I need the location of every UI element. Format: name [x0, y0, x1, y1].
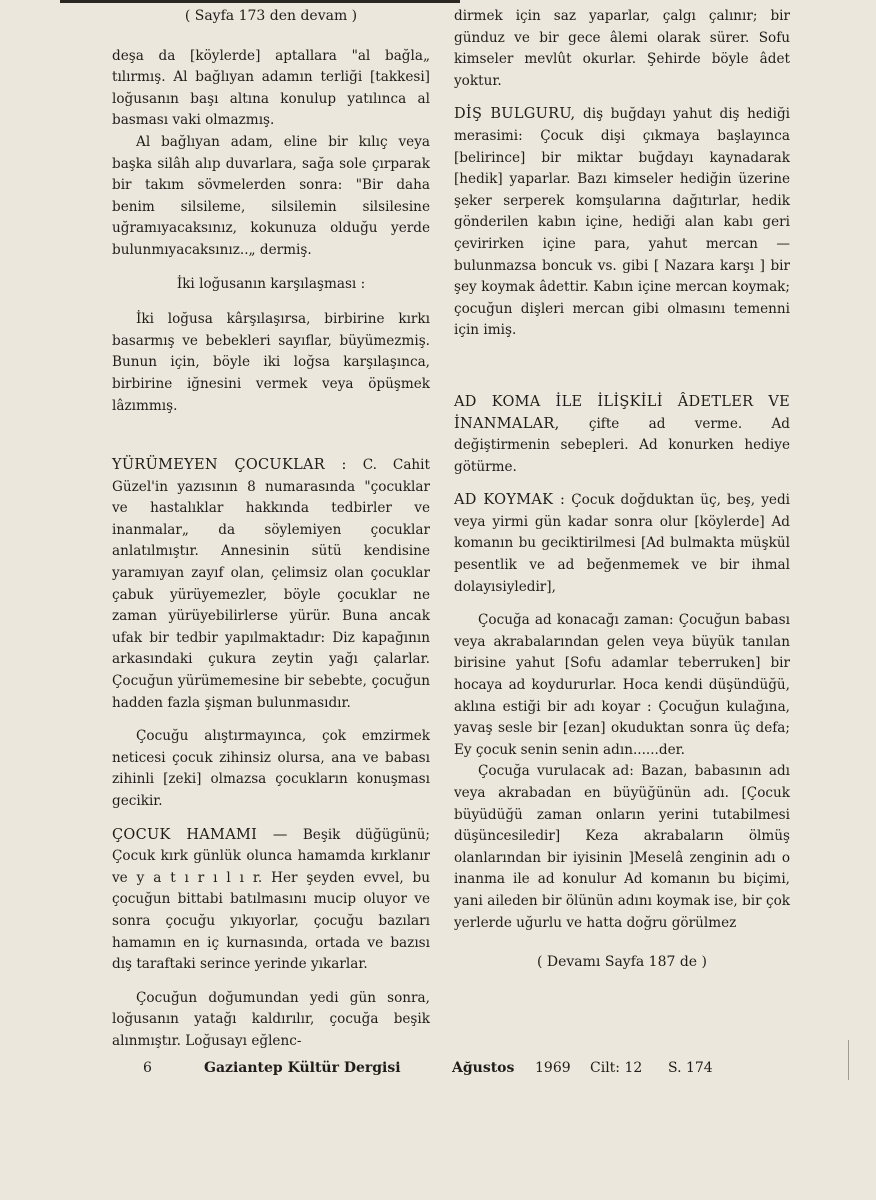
paragraph: İki loğusa kârşılaşırsa, birbirine kırkı basarmış ve bebekleri sayıflar, büyümezmiş. Bunun için, böyle iki loğsa karşılaşınca, birbirine iğnesini vermek veya öpüşmek lâzımmış.	[112, 311, 430, 414]
scan-artifact	[848, 1040, 849, 1080]
section-heading: YÜRÜMEYEN ÇOCUKLAR :	[112, 457, 347, 474]
issue-number: S. 174	[668, 1060, 713, 1076]
right-column	[454, 6, 790, 974]
section-heading: AD KOMA İLE İLİŞKİLİ ÂDETLER VE İNANMALAR,	[454, 393, 790, 432]
issue-month: Ağustos	[452, 1060, 515, 1076]
paragraph: deşa da [köylerde] aptallara "al bağla„ tılırmış. Al bağlıyan adamın terliği [takkesi] loğusanın başı altına konulup yatılınca al basması vaki olmazmış.	[112, 47, 430, 129]
paragraph-text: Çocuk doğduktan üç, beş, yedi veya yirmi gün kadar sonra olur [köylerde] Ad komanın bu geciktirilmesi [Ad bulmakta müşkül pesentlik ve ad beğenmemek ve bir ihmal dolayısiyledir],	[454, 492, 790, 595]
paragraph: Al bağlıyan adam, eline bir kılıç veya başka silâh alıp duvarlara, sağa sole çırparak bir takım sövmelerden sonra: "Bir daha benim silsileme, silsilemin silsilesine uğramıyacaksınız, kokunuza olduğu yerde bulunmıyacaksınız..„ dermiş.	[112, 133, 430, 258]
section-heading: DİŞ BULGURU,	[454, 106, 576, 123]
paragraph: Çocuğun doğumundan yedi gün sonra, loğusanın yatağı kaldırılır, çocuğa beşik alınmıştır. Loğusayı eğlenc-	[112, 989, 430, 1049]
continued-on-footer: ( Devamı Sayfa 187 de )	[536, 954, 708, 971]
paragraph: Çocuğa vurulacak ad: Bazan, babasının adı veya akrabadan en büyüğünün adı. [Çocuk büyüdüğü zaman onların yerini tutabilmesi düşüncesiledir] Keza akrabaların ölmüş olanlarından bir iyisinin ]Meselâ zenginin adı o inanma ile ad konulur Ad komanın bu biçimi, yani aileden bir ölünün adını koymak ise, bir çok yerlerde uğurlu ve hatta doğru görülmez	[454, 763, 790, 931]
paragraph: Çocuğu alıştırmayınca, çok emzirmek neticesi çocuk zihinsiz olursa, ana ve babası zihinli [zeki] olmazsa çocukların konuşması gecikir.	[112, 728, 430, 809]
paragraph-text: diş buğdayı yahut diş hediği merasimi: Çocuk dişi çıkmaya başlayınca [belirince] bir miktar buğdayı kaynadarak [hedik] yaparlar. Bazı kimseler hediğin üzerine şeker serperek komşularına dağıtırlar, hedik gönderilen kabın içine, hediği alan kabı geri çevirirken içine para, yahut mercan — bulunmazsa boncuk vs. gibi [ Nazara karşı ] bir şey koymak âdettir. Kabın içine mercan koymak; çocuğun dişleri mercan gibi olmasını temenni için imiş.	[454, 106, 790, 339]
top-rule	[60, 0, 460, 3]
paragraph-ad-time	[454, 610, 790, 761]
paragraph-text: Çocuğun babası veya akrabalarından gelen veya büyük tanılan birisine yahut [Sofu adamlar teberruken] bir hocaya ad koydururlar. Hoca kendi düşündüğü, aklına estiği bir adı koyar : Çocuğun kulağına, yavaş sesle bir [ezan] okuduktan sonra üç defa; Ey çocuk senin senin adın......der.	[454, 612, 790, 758]
section-heading: AD KOYMAK :	[454, 492, 566, 509]
section-heading: ÇOCUK HAMAMI —	[112, 826, 288, 843]
paragraph-label: Çocuğa ad konacağı zaman:	[478, 612, 674, 629]
page-number: 6	[143, 1060, 152, 1076]
issue-volume: Cilt: 12	[590, 1060, 643, 1076]
page-footer	[0, 1060, 876, 1084]
left-column	[112, 6, 430, 1053]
issue-year: 1969	[535, 1060, 571, 1076]
paragraph-text: Beşik düğügünü; Çocuk kırk günlük olunca hamamda kırklanır ve y a t ı r ı l ı r. Her şeyden evvel, bu çocuğun bittabi batılmasını mucip oluyor ve sonra çocuğu yıkıyorlar, çocuğu bazıları hamamın en iç kurnasında, ortada ve bazısı dış taraftaki serince yerinde yıkarlar.	[112, 826, 430, 973]
paragraph-text: C. Cahit Güzel'in yazısının 8 numarasında "çocuklar ve hastalıklar hakkında tedbirler ve inanmalar„ da söylemiyen çocuklar anlatılmıştır. Annesinin sütü kendisine yaramıyan zayıf olan, çelimsiz olan çocuklar çabuk yürüyemezler, böyle çocuklar ne zaman yürüyebilirlerse yürür. Buna ancak ufak bir tedbir yapılmaktadır: Diz kapağının arkasındaki çukura zeytin yağı çalarlar. Çocuğun yürümemesine bir sebebte, çocuğun hadden fazla şişman bulunmasıdır.	[112, 457, 430, 711]
continued-from-header: ( Sayfa 173 den devam )	[184, 8, 358, 24]
paragraph-text: çifte ad verme. Ad değiştirmenin sebepleri. Ad konurken hediye götürme.	[454, 415, 790, 475]
journal-name: Gaziantep Kültür Dergisi	[204, 1060, 401, 1076]
section-heading: İki loğusanın karşılaşması :	[176, 275, 366, 292]
paragraph: dirmek için saz yaparlar, çalgı çalınır; bir günduz ve bir gece âlemi olarak sürer. Sofu kimseler mevlût okurlar. Şehirde böyle âdet yoktur.	[454, 8, 790, 89]
